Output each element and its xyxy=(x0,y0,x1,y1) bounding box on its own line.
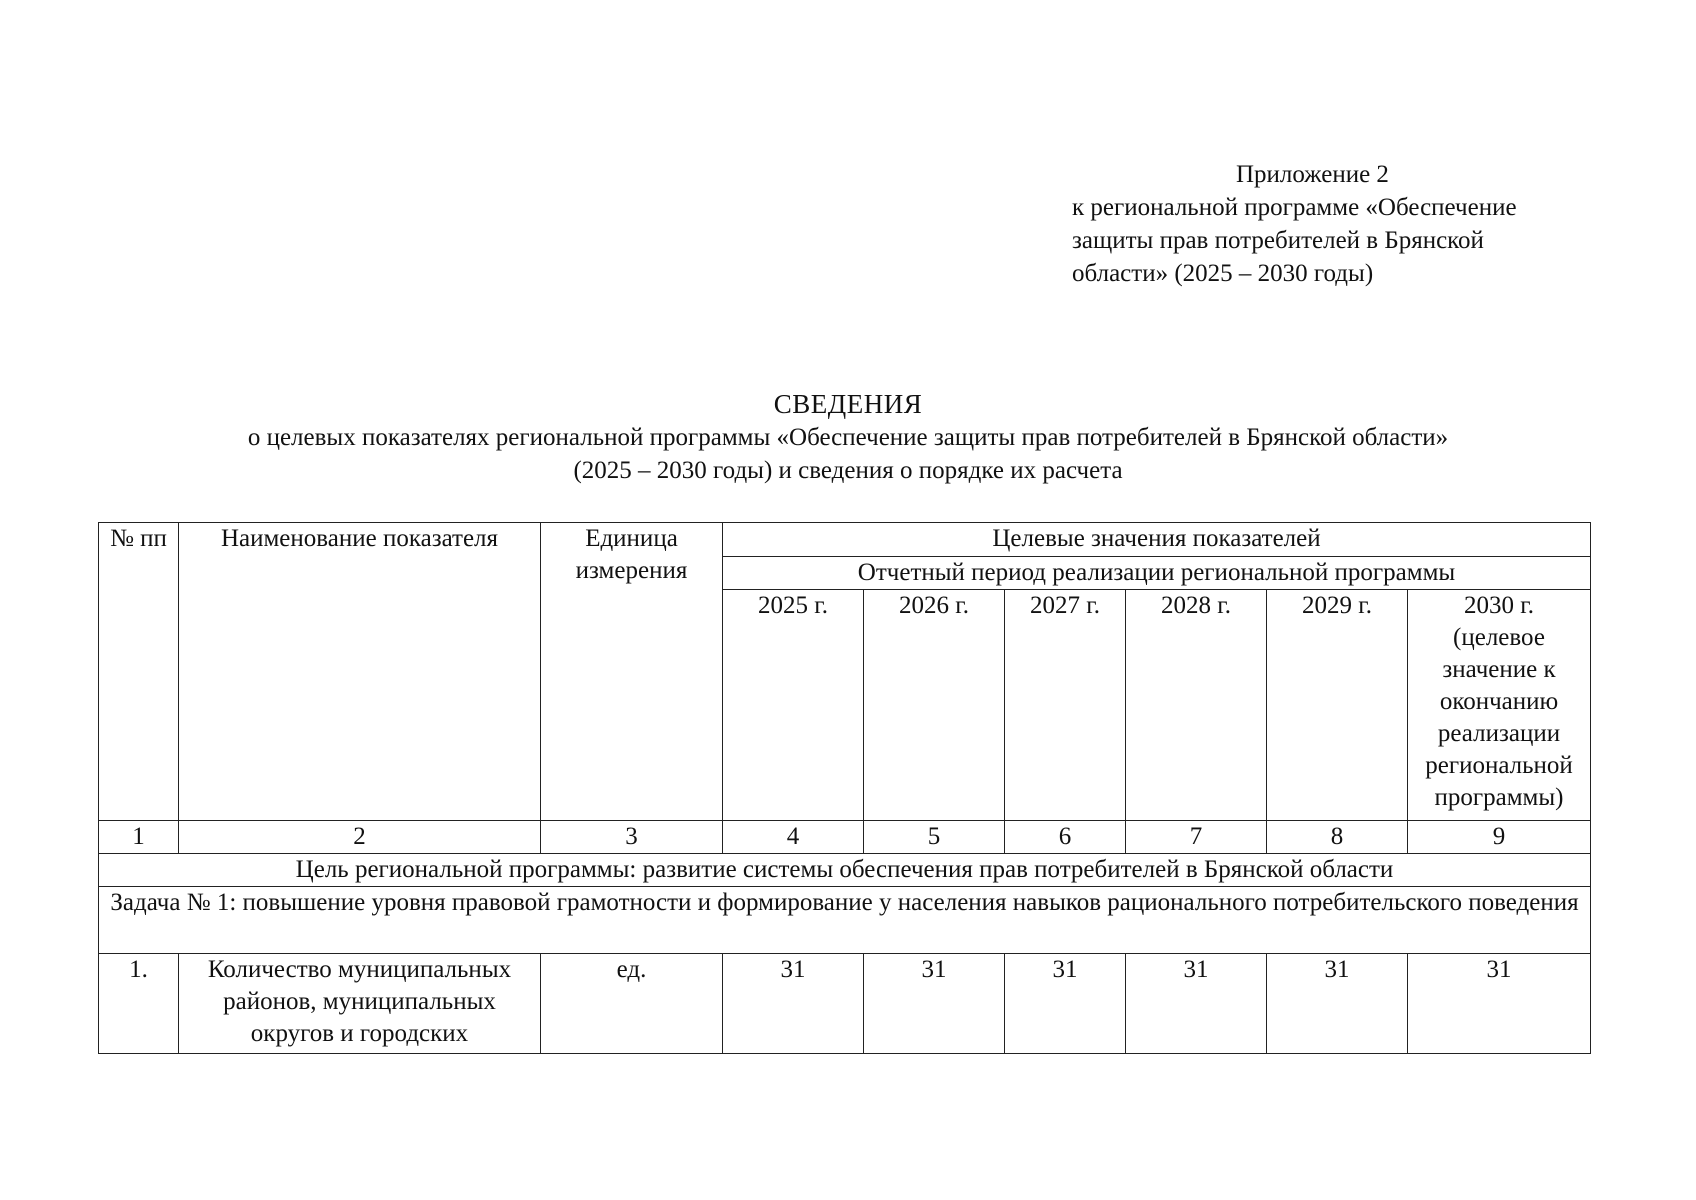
document-title xyxy=(0,388,1696,487)
goal-text: Цель региональной программы: развитие системы обеспечения прав потребителей в Брянской области xyxy=(99,854,1591,887)
row-name: Количество муниципальных районов, муниципальных округов и городских xyxy=(179,954,541,1054)
header-final-note: (целевое значение к окончанию реализации региональной программы) xyxy=(1425,624,1573,811)
header-year: 2028 г. xyxy=(1126,590,1267,821)
task-text: Задача № 1: повышение уровня правовой грамотности и формирование у населения навыков рационального потребительского поведения xyxy=(99,887,1591,954)
row-num: 1. xyxy=(99,954,179,1054)
column-number: 7 xyxy=(1126,821,1267,854)
header-year: 2029 г. xyxy=(1267,590,1408,821)
row-value: 31 xyxy=(1267,954,1408,1054)
appendix-line: Приложение 2 xyxy=(1236,161,1389,188)
title-main: СВЕДЕНИЯ xyxy=(773,389,923,419)
column-number: 3 xyxy=(541,821,723,854)
header-year: 2027 г. xyxy=(1005,590,1126,821)
indicators-table xyxy=(98,522,1591,1054)
column-number: 4 xyxy=(723,821,864,854)
header-row xyxy=(99,523,1591,557)
header-period: Отчетный период реализации региональной программы xyxy=(723,557,1591,590)
appendix-line: защиты прав потребителей в Брянской xyxy=(1072,227,1484,254)
column-number: 8 xyxy=(1267,821,1408,854)
column-number: 1 xyxy=(99,821,179,854)
row-value: 31 xyxy=(723,954,864,1054)
title-subtitle: о целевых показателях региональной программы «Обеспечение защиты прав потребителей в Брянской области» xyxy=(247,424,1449,451)
appendix-line: к региональной программе «Обеспечение xyxy=(1072,194,1517,221)
header-year: 2025 г. xyxy=(723,590,864,821)
table-row xyxy=(99,954,1591,1054)
header-final-year-cell xyxy=(1408,590,1591,821)
row-value: 31 xyxy=(1408,954,1591,1054)
appendix-block xyxy=(1072,158,1632,290)
header-name: Наименование показателя xyxy=(179,523,541,821)
column-number: 9 xyxy=(1408,821,1591,854)
header-year: 2026 г. xyxy=(864,590,1005,821)
header-final-year: 2030 г. xyxy=(1464,592,1534,619)
column-number: 6 xyxy=(1005,821,1126,854)
goal-row xyxy=(99,854,1591,887)
header-targets: Целевые значения показателей xyxy=(723,523,1591,557)
row-value: 31 xyxy=(864,954,1005,1054)
appendix-line: области» (2025 – 2030 годы) xyxy=(1072,260,1374,287)
column-number-row xyxy=(99,821,1591,854)
task-row xyxy=(99,887,1591,954)
header-num: № пп xyxy=(99,523,179,821)
row-value: 31 xyxy=(1005,954,1126,1054)
title-subtitle: (2025 – 2030 годы) и сведения о порядке их расчета xyxy=(573,457,1123,484)
column-number: 5 xyxy=(864,821,1005,854)
row-unit: ед. xyxy=(541,954,723,1054)
header-unit: Единица измерения xyxy=(541,523,723,821)
row-value: 31 xyxy=(1126,954,1267,1054)
column-number: 2 xyxy=(179,821,541,854)
